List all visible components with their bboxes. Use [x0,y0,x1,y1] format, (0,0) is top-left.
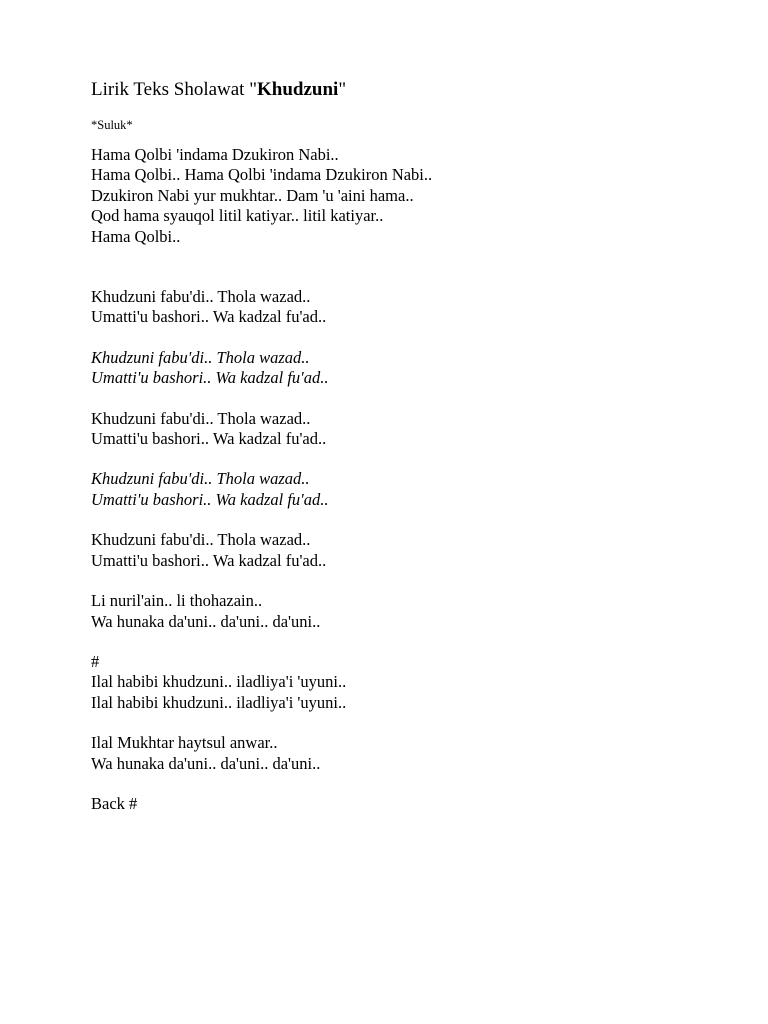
suluk-note: *Suluk* [91,118,133,132]
lyrics-stanza [91,145,731,247]
lyrics-line: Umatti'u bashori.. Wa kadzal fu'ad.. [91,307,327,327]
lyrics-stanza [91,794,731,814]
lyrics-line: Wa hunaka da'uni.. da'uni.. da'uni.. [91,753,321,773]
lyrics-line: Wa hunaka da'uni.. da'uni.. da'uni.. [91,611,321,631]
lyrics-line: Khudzuni fabu'di.. Thola wazad.. [91,347,310,367]
lyrics-line: Umatti'u bashori.. Wa kadzal fu'ad.. [91,489,329,509]
lyrics-stanza [91,733,731,774]
lyrics-line: Umatti'u bashori.. Wa kadzal fu'ad.. [91,368,329,388]
title-prefix: Lirik Teks Sholawat " [91,79,257,100]
lyrics-line: Hama Qolbi.. Hama Qolbi 'indama Dzukiron Nabi.. [91,165,433,185]
lyrics-stanza [91,530,731,571]
document-content [91,78,731,814]
lyrics-stanza [91,409,731,450]
lyrics-line: Khudzuni fabu'di.. Thola wazad.. [91,530,311,550]
lyrics-line: Umatti'u bashori.. Wa kadzal fu'ad.. [91,550,327,570]
lyrics-line: Hama Qolbi 'indama Dzukiron Nabi.. [91,145,339,164]
lyrics-line: # [91,651,100,671]
lyrics-line: Ilal habibi khudzuni.. iladliya'i 'uyuni.. [91,672,347,692]
lyrics-stanza [91,287,731,328]
title-suffix: " [338,79,347,100]
lyrics-line: Umatti'u bashori.. Wa kadzal fu'ad.. [91,429,327,449]
lyrics-line: Li nuril'ain.. li thohazain.. [91,591,263,611]
lyrics-line: Hama Qolbi.. [91,226,181,246]
lyrics-stanza [91,591,731,632]
lyrics-stanza [91,348,731,389]
lyrics-stanza [91,652,731,713]
lyrics-line: Back # [91,793,138,813]
lyrics-line: Khudzuni fabu'di.. Thola wazad.. [91,469,310,489]
lyrics-line: Ilal habibi khudzuni.. iladliya'i 'uyuni.. [91,692,347,712]
document-title [91,78,731,102]
lyrics-line: Dzukiron Nabi yur mukhtar.. Dam 'u 'aini hama.. [91,185,414,205]
lyrics-line: Khudzuni fabu'di.. Thola wazad.. [91,287,311,307]
lyrics-body [91,145,731,814]
lyrics-stanza [91,469,731,510]
title-bold-word: Khudzuni [256,79,339,100]
lyrics-line: Khudzuni fabu'di.. Thola wazad.. [91,408,311,428]
lyrics-line: Qod hama syauqol litil katiyar.. litil katiyar.. [91,206,384,226]
lyrics-line: Ilal Mukhtar haytsul anwar.. [91,733,278,753]
